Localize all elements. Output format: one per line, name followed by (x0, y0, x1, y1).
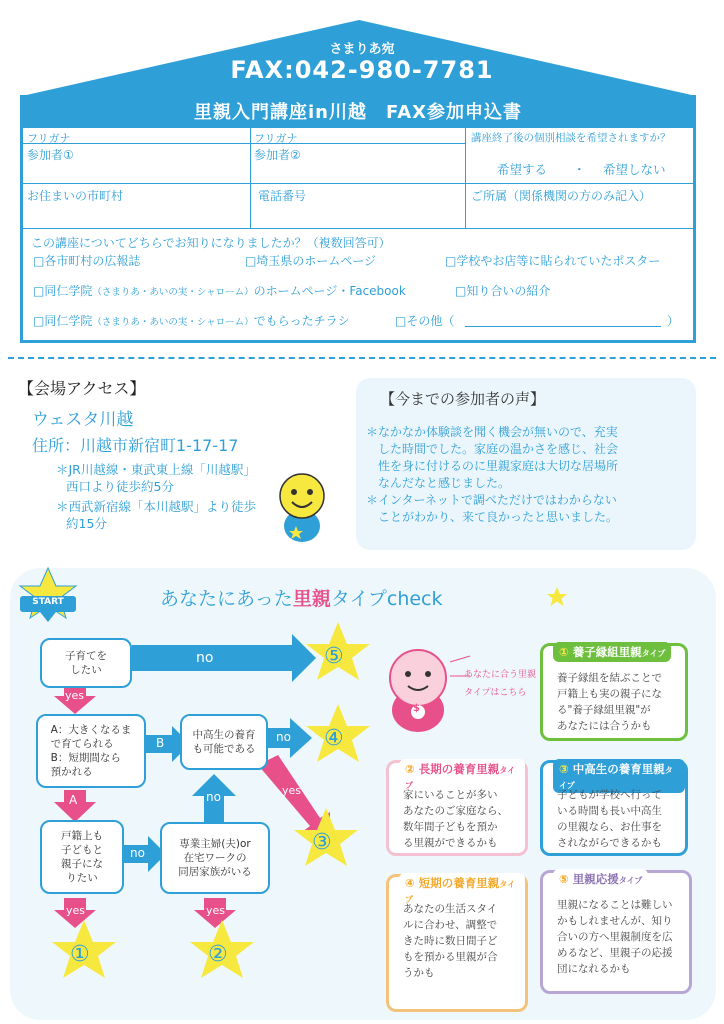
type-card-supporter: ⑤ 里親応援タイプ 里親になることは難しい かもしれませんが、知り 合いの方へ里親制度を広 めるなど、里親子の応援 団になれるかも (540, 870, 692, 994)
fax-recipient: さまりあ宛 (329, 42, 395, 57)
arrow-no-label: no (130, 846, 145, 860)
voices-heading: 【今までの参加者の声】 (380, 390, 546, 408)
arrow-yes-label: yes (66, 904, 86, 917)
city-field[interactable]: お住まいの市町村 (27, 189, 124, 203)
form-title: 里親入門講座in川越 FAX参加申込書 (23, 98, 693, 128)
type-card-teenager: ③ 中高生の養育里親タイプ 子どもが学校へ行って いる時間も長い中高生 の里親なら、お仕事を されながらできるかも (540, 760, 688, 856)
survey-option-prefecture-web[interactable]: □埼玉県のホームページ (245, 254, 377, 268)
access-heading: 【会場アクセス】 (18, 379, 146, 398)
voice-line: なんだなと感じました。 (366, 476, 511, 490)
type-card-text: 里親になることは難しい かもしれませんが、知り 合いの方へ里親制度を広 めるなど、里親子の応援 団になれるかも (557, 899, 673, 975)
survey-option-acquaintance[interactable]: □知り合いの紹介 (455, 284, 551, 298)
question-teenagers: 中高生の養育 も可能である (180, 714, 268, 770)
arrow-yes-label: yes (282, 784, 302, 797)
voice-line: した時間でした。家庭の温かさを感じ、社会 (366, 442, 619, 456)
voice-line: ことがわかり、来て良かったと思いました。 (366, 510, 619, 524)
consult-yes-option[interactable]: 希望する (497, 162, 548, 177)
voices-box (356, 378, 696, 550)
question-legal-parent: 戸籍上も 子どもと 親子にな りたい (40, 820, 124, 894)
result-star-1: ① (70, 942, 90, 967)
voice-line: ＊インターネットで調べただけではわからない (366, 493, 617, 507)
cut-line (8, 357, 716, 359)
survey-option-city-pr[interactable]: □各市町村の広報誌 (33, 254, 141, 268)
survey-option-doujin-flyer[interactable]: □同仁学院（さまりあ・あいの実・シャローム）でもらったチラシ (33, 314, 350, 328)
furigana-2-label: フリガナ (254, 132, 298, 145)
survey-option-doujin-web[interactable]: □同仁学院（さまりあ・あいの実・シャローム）のホームページ・Facebook (33, 284, 406, 298)
type-card-text: あなたの生活スタイ ルに合わせ、調整で きた時に数日間子ど もを預かる里親が合 うかも (403, 903, 498, 979)
consult-separator: ・ (573, 162, 586, 177)
consult-no-option[interactable]: 希望しない (603, 162, 666, 177)
consult-question: 講座終了後の個別相談を希望されますか？ (471, 132, 671, 144)
type-card-text: 家にいることが多い あなたのご家庭なら、 数年間子どもを預か る里親ができるかも (403, 789, 508, 849)
result-star-4: ④ (324, 726, 344, 751)
check-title: あなたにあった里親タイプcheck (160, 588, 443, 610)
start-label: START (32, 597, 64, 607)
route-1b: 西口より徒歩約5分 (66, 479, 174, 494)
arrow-yes-label: yes (65, 689, 85, 702)
question-home-family: 専業主婦(夫)or 在宅ワークの 同居家族がいる (160, 822, 270, 894)
route-2b: 約15分 (66, 516, 107, 531)
venue-name: ウェスタ川越 (32, 410, 134, 430)
result-star-5: ⑤ (324, 644, 344, 669)
type-card-text: 養子縁組を結ぶことで 戸籍上も実の親子にな る"養子縁組里親"が あなたには合うかも (557, 672, 662, 732)
voice-line: ＊なかなか体験談を聞く機会が無いので、充実 (366, 425, 618, 439)
arrow-no-label: no (196, 650, 214, 666)
fax-number: FAX:042-980-7781 (230, 56, 494, 84)
voices-list (366, 424, 618, 526)
mascot-badge: $ (413, 703, 420, 714)
application-form (20, 95, 696, 343)
arrow-a-label: A (69, 793, 78, 807)
furigana-1-label: フリガナ (27, 132, 71, 145)
survey-option-other-close: ） (667, 314, 680, 328)
type-card-text: 子どもが学校へ行って いる時間も長い中高生 の里親なら、お仕事を されながらできるかも (557, 789, 662, 849)
question-want-to-raise: 子育てを したい (40, 638, 132, 688)
phone-field[interactable]: 電話番号 (258, 189, 307, 203)
mascot-note: あなたに合う里親 タイプはこちら (464, 670, 537, 698)
result-star-3: ③ (312, 830, 332, 855)
mascot-icon (272, 470, 332, 546)
type-card-short-term: ④ 短期の養育里親タイプ あなたの生活スタイ ルに合わせ、調整で きた時に数日間子ど もを預かる里親が合 うかも (386, 874, 528, 1012)
arrow-no-label: no (276, 730, 291, 744)
question-duration: A：大きくなるま で育てられる B：短期間なら 預かれる (36, 714, 146, 788)
type-card-long-term: ② 長期の養育里親タイプ 家にいることが多い あなたのご家庭なら、 数年間子どもを預か る里親ができるかも (386, 760, 528, 856)
other-input-line[interactable] (465, 326, 661, 327)
survey-option-poster[interactable]: □学校やお店等に貼られていたポスター (445, 254, 661, 268)
participant-2-field[interactable]: 参加者② (254, 148, 301, 162)
result-star-2: ② (208, 942, 228, 967)
affiliation-field[interactable]: ご所属（関係機関の方のみ記入） (471, 189, 652, 203)
venue-address: 住所：川越市新宿町1-17-17 (32, 436, 239, 455)
survey-option-other[interactable]: □その他（ (395, 314, 455, 328)
survey-question: この講座についてどちらでお知りになりましたか？（複数回答可） (31, 236, 391, 250)
arrow-b-label: B (156, 736, 165, 750)
arrow-yes-label: yes (206, 904, 226, 917)
route-2a: ＊西武新宿線「本川越駅」より徒歩 (56, 499, 257, 514)
participant-1-field[interactable]: 参加者① (27, 148, 74, 162)
type-card-adoption: ① 養子縁組里親タイプ 養子縁組を結ぶことで 戸籍上も実の親子にな る"養子縁組里親"が あなたには合うかも (540, 643, 688, 741)
voice-line: 性を身に付けるのに里親家庭は大切な居場所 (366, 459, 619, 473)
route-1a: ＊JR川越線・東武東上線「川越駅」 (56, 462, 256, 477)
arrow-no-label: no (206, 790, 221, 804)
